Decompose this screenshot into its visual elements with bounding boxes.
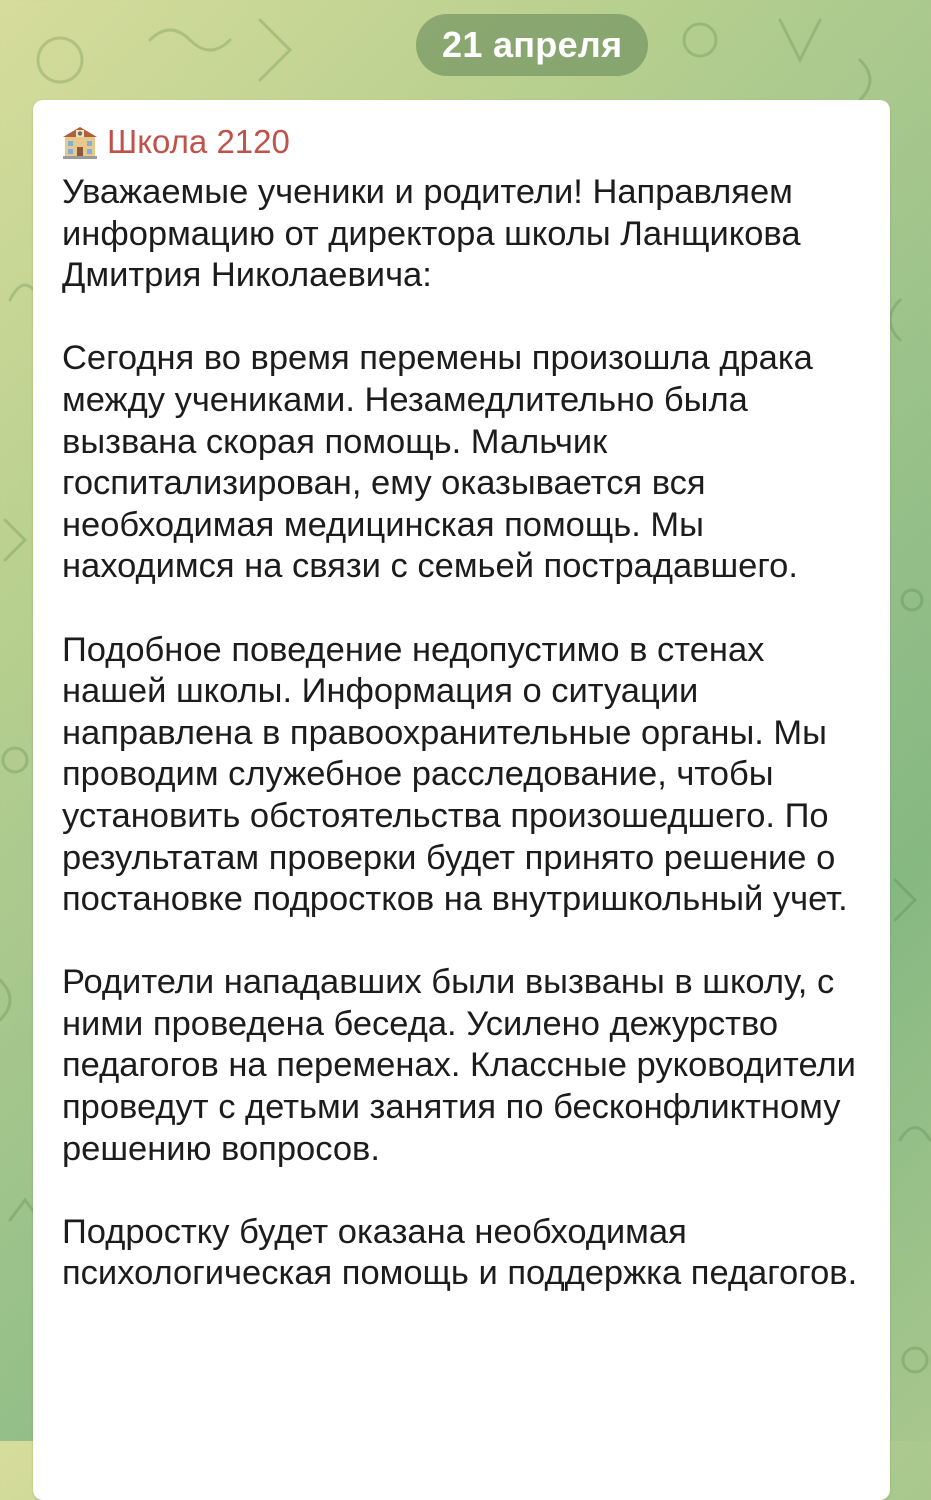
message-text: Уважаемые ученики и родители! Направляем информацию от директора школы Ланщикова Дмитрия Николаевича: Сегодня во время перемены произошла драка между учениками. Незамедлительно была вызвана скорая помощь. Мальчик госпитализирован, ему оказывается вся необходимая медицинская помощь. Мы находимся на связи с семьей пострадавшего. Подобное поведение недопустимо в стенах нашей школы. Информация о ситуации направлена в правоохранительные органы. Мы проводим служебное расследование, чтобы установить обстоятельства произошедшего. По результатам проверки будет принято решение о постановке подростков на внутришкольный учет. Родители нападавших были вызваны в школу, с ними проведена беседа. Усилено дежурство педагогов на переменах. Классные руководители проведут с детьми занятия по бесконфликтному решению вопросов. Подростку будет оказана необходимая психологическая помощь и поддержка педагогов. [62, 173, 858, 1293]
message-bubble[interactable] [33, 100, 890, 1500]
sender-name[interactable]: Школа 2120 [107, 123, 290, 160]
school-building-icon [61, 125, 99, 159]
message-sender[interactable] [61, 122, 290, 162]
date-header: 21 апреля [416, 14, 648, 76]
